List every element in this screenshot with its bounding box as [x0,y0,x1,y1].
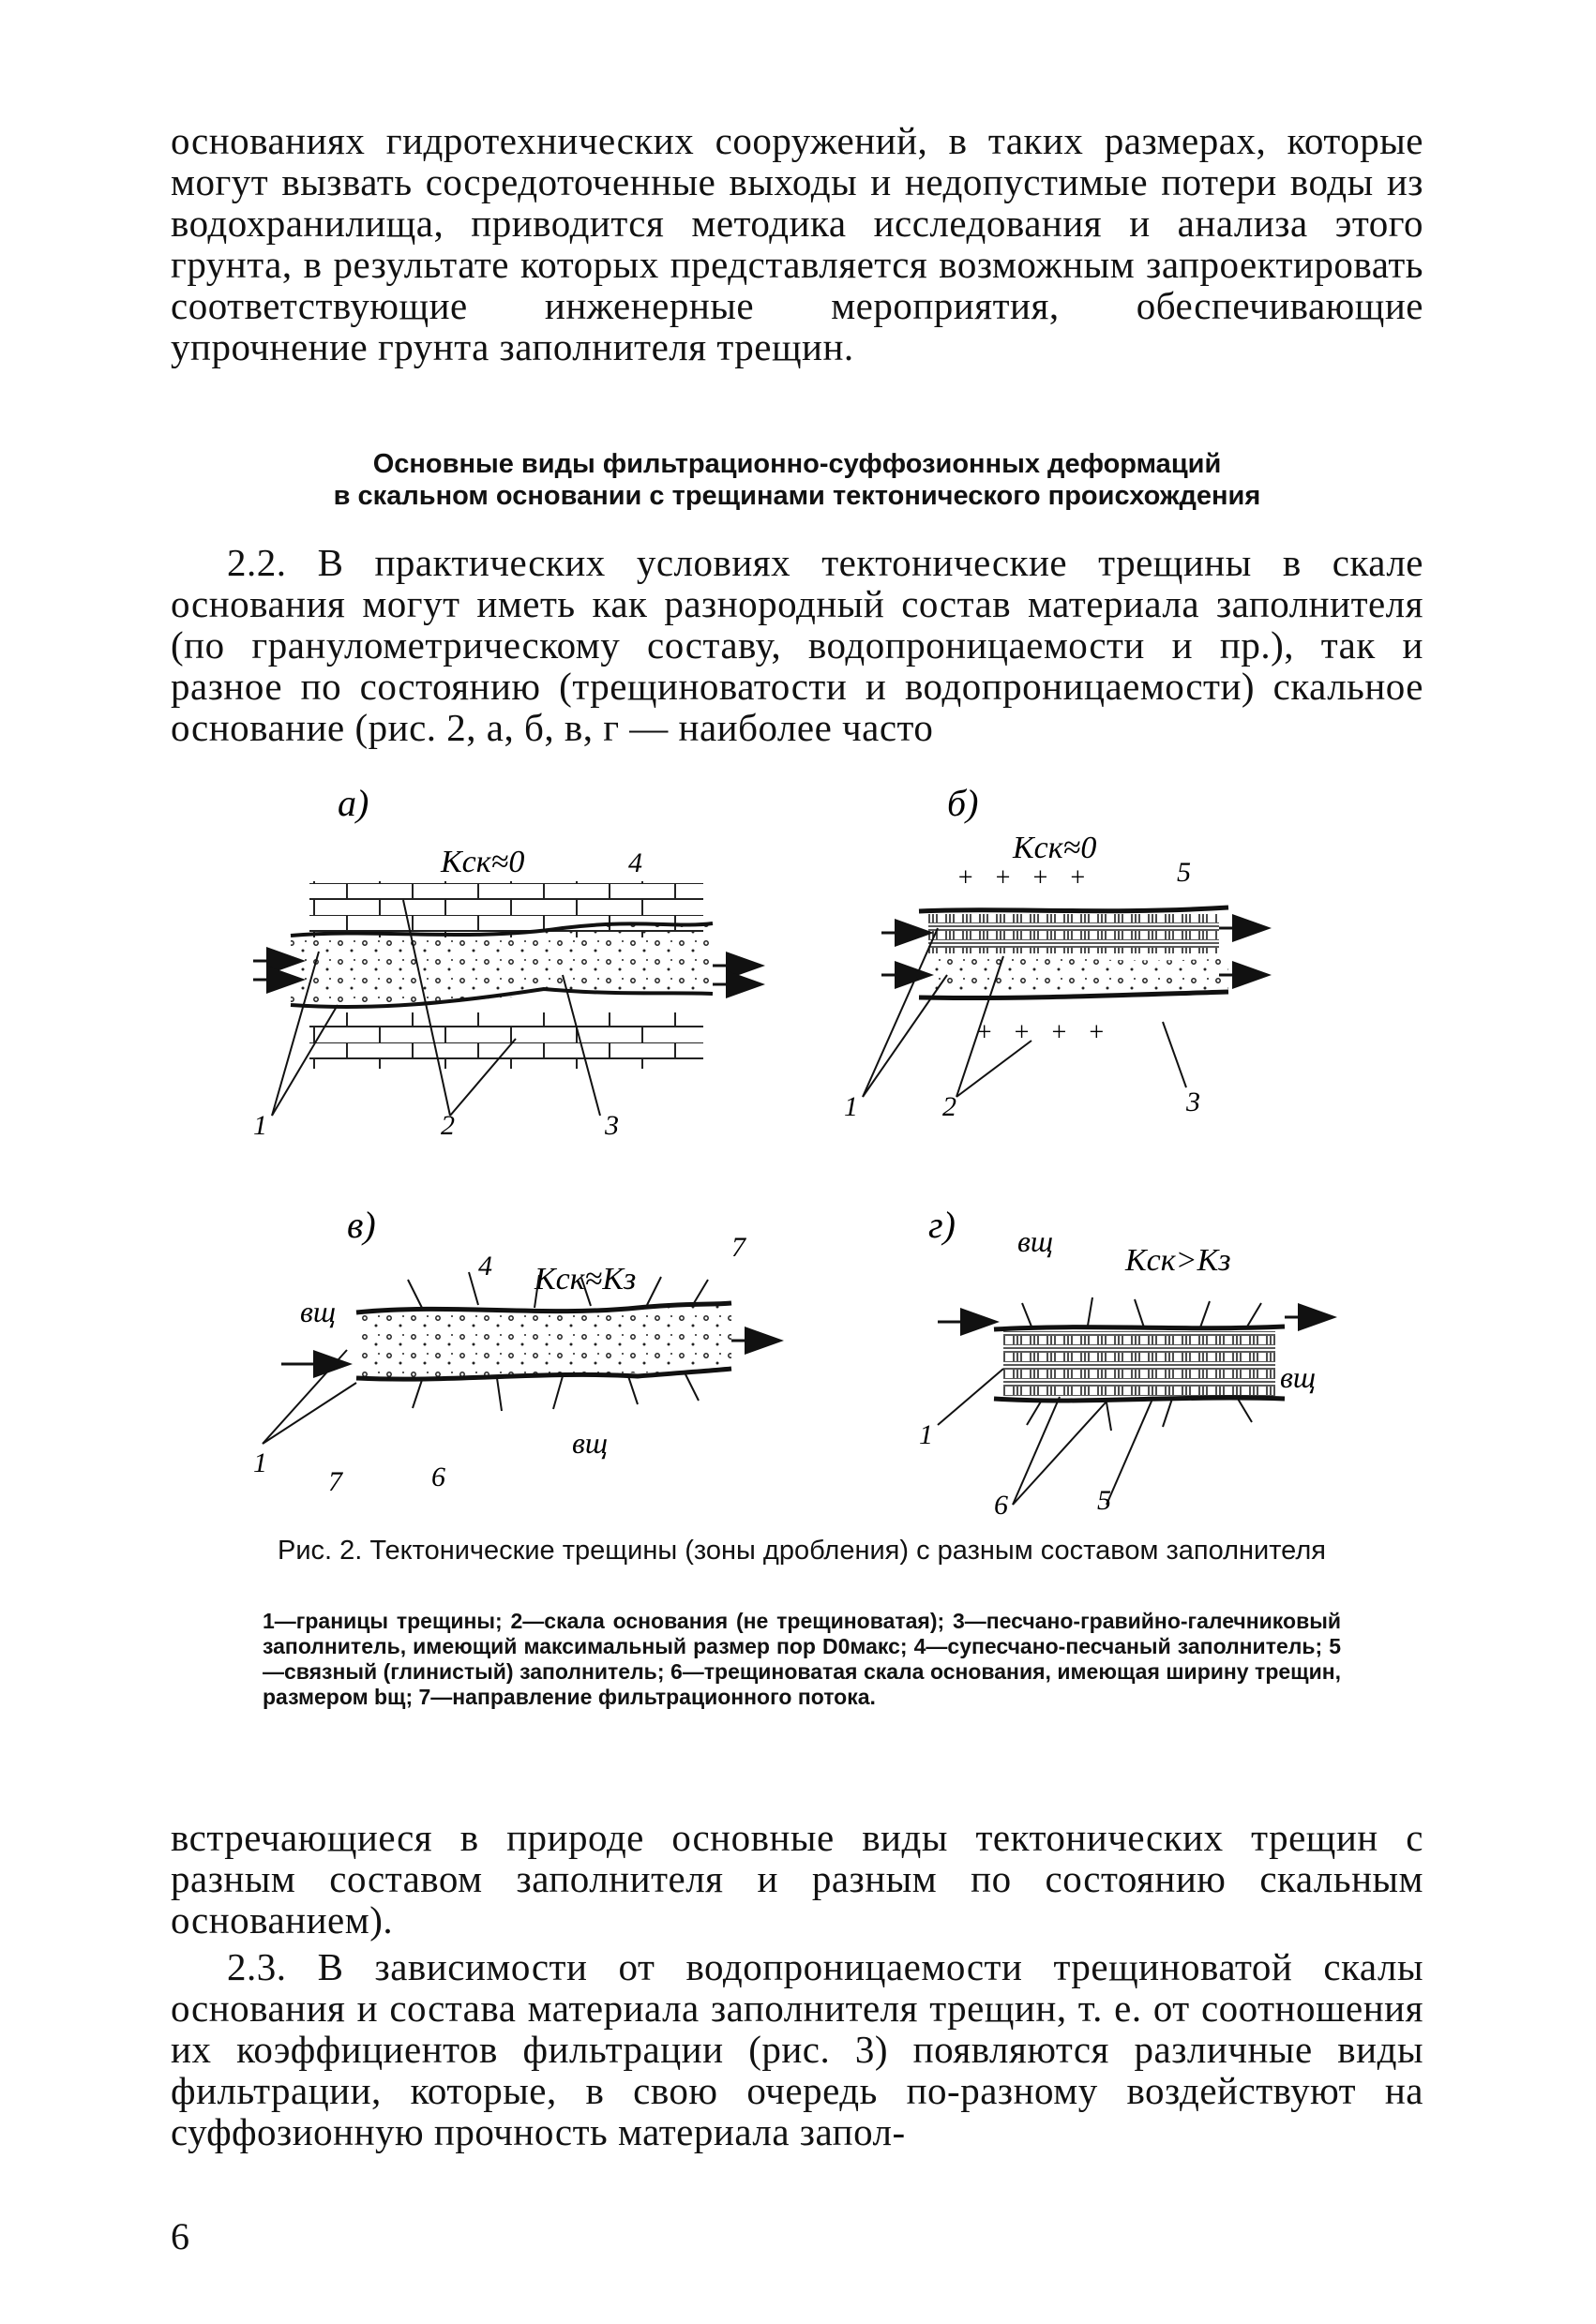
paragraph-2-3: 2.3. В зависимости от водопроницаемости трещиноватой скалы основания и состава материала заполнителя трещин, т. е. от соотношения их коэффициентов фильтрации (рис. 3) появляются различные виды фильтрации, которые, в свою очередь по-разному воздействуют на суффозионную прочность материала запол- [171,1945,1423,2153]
panel-v-number-1: 1 [253,1447,267,1478]
panel-v-width-label-2: вщ [572,1426,609,1460]
figure-legend [263,1609,1341,1710]
panel-a-label: а) [338,782,369,824]
panel-g [919,1204,1332,1521]
figure-legend-text: 1—границы трещины; 2—скала основания (не трещиноватая); 3—песчано-гравийно-галечниковый заполнитель, имеющий максимальный размер пор D0макс; 4—супесчано-песчаный заполнитель; 5—связный (глинистый) заполнитель; 6—трещиноватая скала основания, имеющая ширину трещин, размером bщ; 7—направление фильтрационного потока. [263,1609,1341,1709]
panel-v-number-7-top: 7 [731,1232,745,1263]
page-number: 6 [171,2215,189,2257]
plus-signs: + + + + [956,863,1087,892]
figure-caption-title: Рис. 2. Тектонические трещины (зоны дробления) с разным составом заполнителя [278,1536,1326,1566]
intro-block [171,120,1423,367]
panel-g-width-label: вщ [1017,1224,1054,1258]
panel-b-label: б) [947,782,979,824]
panel-g-width-label-2: вщ [1280,1360,1317,1394]
panel-b-number-5: 5 [1177,857,1191,888]
panel-g-number-5: 5 [1097,1485,1111,1516]
panel-a-number-3: 3 [605,1110,619,1141]
panel-g-label: г) [928,1204,956,1246]
panel-b [844,782,1266,1122]
panel-b-number-3: 3 [1186,1087,1200,1117]
panel-v-number-4: 4 [478,1251,492,1282]
panel-v-number-7: 7 [328,1466,342,1497]
panel-b-number-2: 2 [942,1091,956,1122]
plus-signs-bottom: + + + + [975,1018,1106,1047]
panel-b-number-1: 1 [844,1091,858,1122]
panel-a-number-4: 4 [628,847,642,878]
panel-v-k-label: Kск≈Kз [535,1262,637,1297]
paragraph-continuation: встречающиеся в природе основные виды тектонических трещин с разным составом заполнителя и разным по состоянию скальным основанием). [171,1816,1423,1942]
panel-a-rock-bottom [309,1012,703,1069]
panel-g-k-label: Kск>Kз [1125,1243,1231,1278]
panel-a-number-1: 1 [253,1110,267,1141]
section-heading-line1: Основные виды фильтрационно-суффозионных деформаций [372,449,1222,479]
panel-v-number-6: 6 [431,1462,445,1492]
panel-v-label: в) [347,1204,376,1246]
panel-v-width-label: вщ [300,1295,337,1328]
panel-b-k-label: Kск≈0 [1013,831,1097,865]
figure-caption [263,1536,1341,1566]
panel-g-number-1: 1 [919,1419,933,1450]
panel-v [253,1204,778,1497]
paragraph-2-2-block [171,542,1423,748]
panel-a [253,782,760,1141]
panel-g-number-6: 6 [994,1490,1008,1521]
section-heading-line2: в скальном основании с трещинами тектонического происхождения [333,481,1261,511]
continuation-block [171,1817,1423,2152]
panel-b-clay-filler [928,914,1219,953]
intro-paragraph: основаниях гидротехнических сооружений, в таких размерах, которые могут вызвать сосредоточенные выходы и недопустимые потери воды из водохранилища, приводится методика исследования и анализа этого грунта, в результате которых представляется возможным запроектировать соответствующие инженерные мероприятия, обеспечивающие упрочнение грунта заполнителя трещин. [171,119,1423,368]
figure-2-diagram [253,782,1350,1521]
panel-a-number-2: 2 [441,1110,455,1141]
section-heading [171,448,1423,512]
panel-a-k-label: Kск≈0 [441,845,525,879]
paragraph-2-2: 2.2. В практических условиях тектонические трещины в скале основания могут иметь как разнородный состав материала заполнителя (по гранулометрическому составу, водопроницаемости и пр.), так и разное по состоянию (трещиноватости и водопроницаемости) скальное основание (рис. 2, а, б, в, г — наиболее часто [171,541,1423,749]
